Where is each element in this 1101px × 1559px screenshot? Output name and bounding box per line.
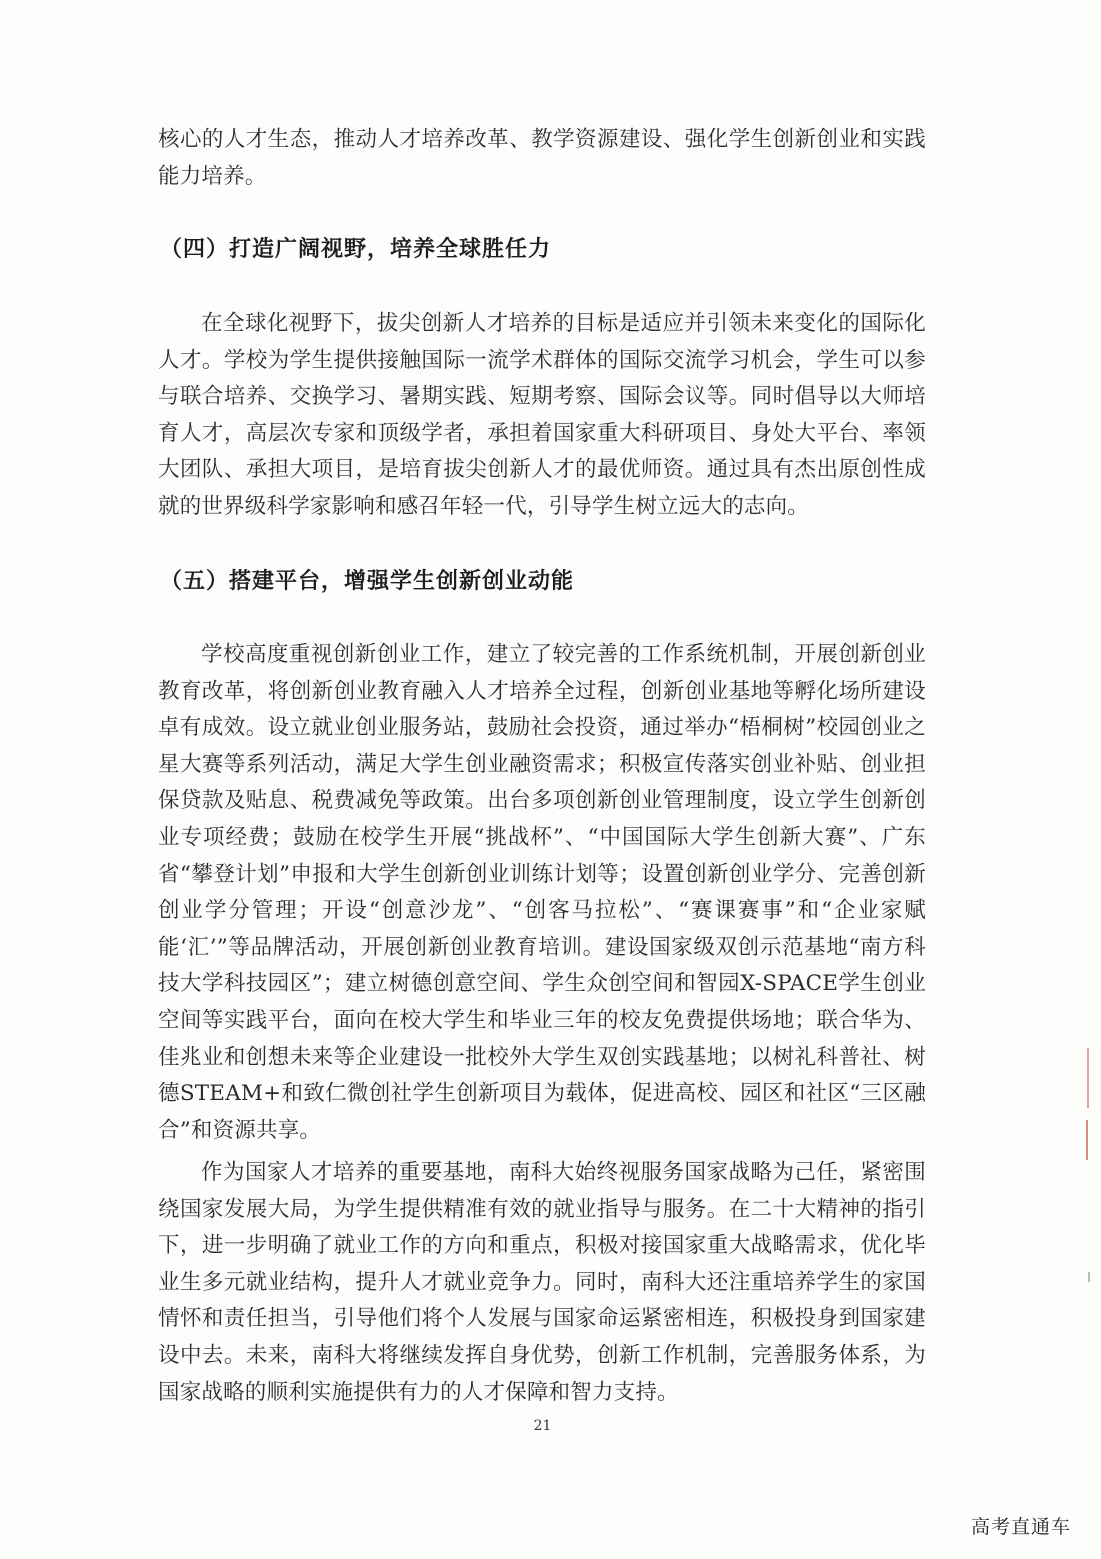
paragraph-continued: 核心的人才生态，推动人才培养改革、教学资源建设、强化学生创新创业和实践能力培养。 [158, 127, 926, 189]
scan-edge-mark [1088, 1272, 1090, 1282]
section-heading-4: （四）打造广阔视野，培养全球胜任力 [160, 237, 552, 262]
page-number: 21 [533, 1418, 552, 1434]
scan-edge-mark [1086, 1120, 1088, 1160]
section-heading-5: （五）搭建平台，增强学生创新创业动能 [160, 569, 575, 594]
scan-edge-mark [1087, 1048, 1089, 1108]
paragraph-innovation-platform: 学校高度重视创新创业工作，建立了较完善的工作系统机制，开展创新创业教育改革，将创新创业教育融入人才培养全过程，创新创业基地等孵化场所建设卓有成效。设立就业创业服务站，鼓励社会投资，通过举办“梧桐树”校园创业之星大赛等系列活动，满足大学生创业融资需求；积极宣传落实创业补贴、创业担保贷款及贴息、税费减免等政策。出台多项创新创业管理制度，设立学生创新创业专项经费；鼓励在校学生开展“挑战杯”、“中国国际大学生创新大赛”、广东省“攀登计划”申报和大学生创新创业训练计划等；设置创新创业学分、完善创新创业学分管理；开设“创意沙龙”、“创客马拉松”、“赛课赛事”和“企业家赋能‘汇’”等品牌活动，开展创新创业教育培训。建设国家级双创示范基地“南方科技大学科技园区”；建立树德创意空间、学生众创空间和智园X-SPACE学生创业空间等实践平台，面向在校大学生和毕业三年的校友免费提供场地；联合华为、佳兆业和创想未来等企业建设一批校外大学生双创实践基地；以树礼科普社、树德STEAM+和致仁微创社学生创新项目为载体，促进高校、园区和社区“三区融合”和资源共享。 [158, 642, 926, 1143]
paragraph-national-strategy: 作为国家人才培养的重要基地，南科大始终视服务国家战略为己任，紧密围绕国家发展大局，为学生提供精准有效的就业指导与服务。在二十大精神的指引下，进一步明确了就业工作的方向和重点，积极对接国家重大战略需求，优化毕业生多元就业结构，提升人才就业竞争力。同时，南科大还注重培养学生的家国情怀和责任担当，引导他们将个人发展与国家命运紧密相连，积极投身到国家建设中去。未来，南科大将继续发挥自身优势，创新工作机制，完善服务体系，为国家战略的顺利实施提供有力的人才保障和智力支持。 [158, 1160, 926, 1405]
paragraph-global-vision: 在全球化视野下，拔尖创新人才培养的目标是适应并引领未来变化的国际化人才。学校为学生提供接触国际一流学术群体的国际交流学习机会，学生可以参与联合培养、交换学习、暑期实践、短期考察、国际会议等。同时倡导以大师培育人才，高层次专家和顶级学者，承担着国家重大科研项目、身处大平台、率领大团队、承担大项目，是培育拔尖创新人才的最优师资。通过具有杰出原创性成就的世界级科学家影响和感召年轻一代，引导学生树立远大的志向。 [158, 311, 926, 519]
watermark: 高考直通车 [970, 1516, 1071, 1538]
